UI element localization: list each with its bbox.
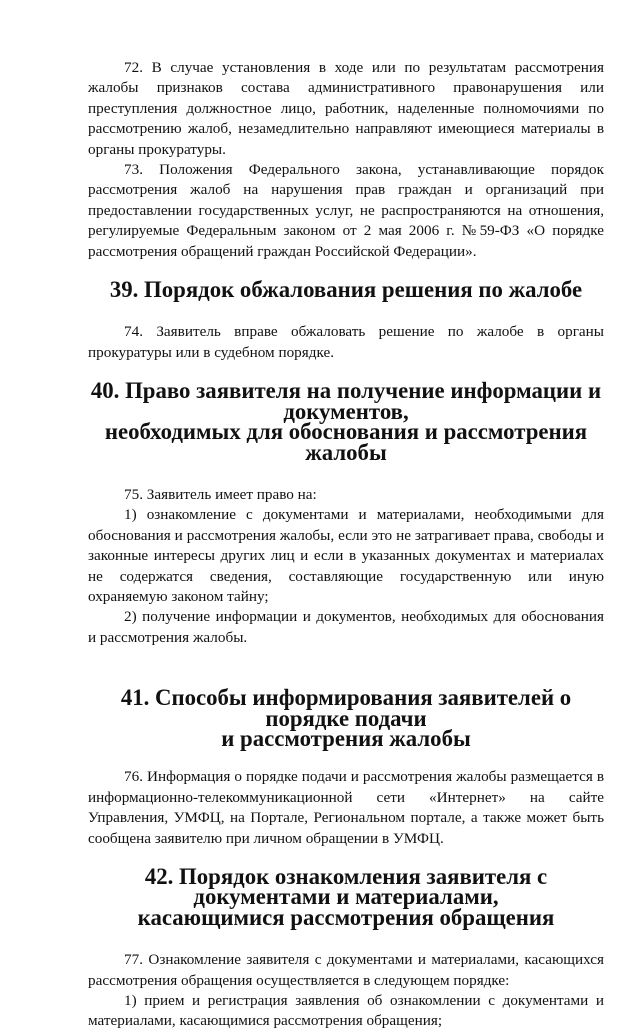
heading-line: 42. Порядок ознакомления заявителя с документами и материалами, xyxy=(144,864,548,910)
heading-line: касающимися рассмотрения обращения xyxy=(137,904,555,930)
document-page xyxy=(88,58,604,1032)
paragraph-77: 77. Ознакомление заявителя с документами и материалами, касающихся рассмотрения обращения осуществляется в следующем порядке: xyxy=(88,951,604,989)
paragraph-73: 73. Положения Федерального закона, устанавливающие порядок рассмотрения жалоб на нарушения прав граждан и организаций при предоставлении государственных услуг, не распространяются на отношения, регулируемые Федеральным законом от 2 мая 2006 г. №59-ФЗ «О порядке рассмотрения обращений граждан Российской Федерации». xyxy=(88,161,604,260)
heading-line: 41. Способы информирования заявителей о порядке подачи xyxy=(120,685,572,731)
section-heading-41 xyxy=(88,685,604,751)
heading-line: 40. Право заявителя на получение информации и документов, xyxy=(90,378,602,424)
paragraph-77-item-1: 1) прием и регистрация заявления об ознакомлении с документами и материалами, касающимися рассмотрения обращения; xyxy=(88,992,604,1030)
section-heading-39 xyxy=(88,277,604,303)
section-heading-40 xyxy=(88,378,604,465)
paragraph-74: 74. Заявитель вправе обжаловать решение по жалобе в органы прокуратуры или в судебном порядке. xyxy=(88,323,604,361)
paragraph-75-item-2: 2) получение информации и документов, необходимых для обоснования и рассмотрения жалобы. xyxy=(88,608,604,646)
paragraph-75-item-1: 1) ознакомление с документами и материалами, необходимыми для обоснования и рассмотрения жалобы, если это не затрагивает права, свободы и законные интересы других лиц и если в указанных документах и материалах не содержатся сведения, составляющие государственную или иную охраняемую законом тайну; xyxy=(88,506,604,605)
heading-line: 39. Порядок обжалования решения по жалобе xyxy=(109,277,583,303)
heading-line: необходимых для обоснования и рассмотрения жалобы xyxy=(104,419,588,465)
paragraph-76: 76. Информация о порядке подачи и рассмотрения жалобы размещается в информационно-телекоммуникационной сети «Интернет» на сайте Управления, УМФЦ, на Портале, Региональном портале, а также может быть сообщена заявителю при личном обращении в УМФЦ. xyxy=(88,768,604,847)
heading-line: и рассмотрения жалобы xyxy=(221,725,471,751)
paragraph-75: 75. Заявитель имеет право на: xyxy=(124,485,317,503)
paragraph-72: 72. В случае установления в ходе или по результатам рассмотрения жалобы признаков состава административного правонарушения или преступления должностное лицо, работник, наделенные полномочиями по рассмотрению жалоб, незамедлительно направляют имеющиеся материалы в органы прокуратуры. xyxy=(88,59,604,158)
section-heading-42 xyxy=(88,864,604,930)
